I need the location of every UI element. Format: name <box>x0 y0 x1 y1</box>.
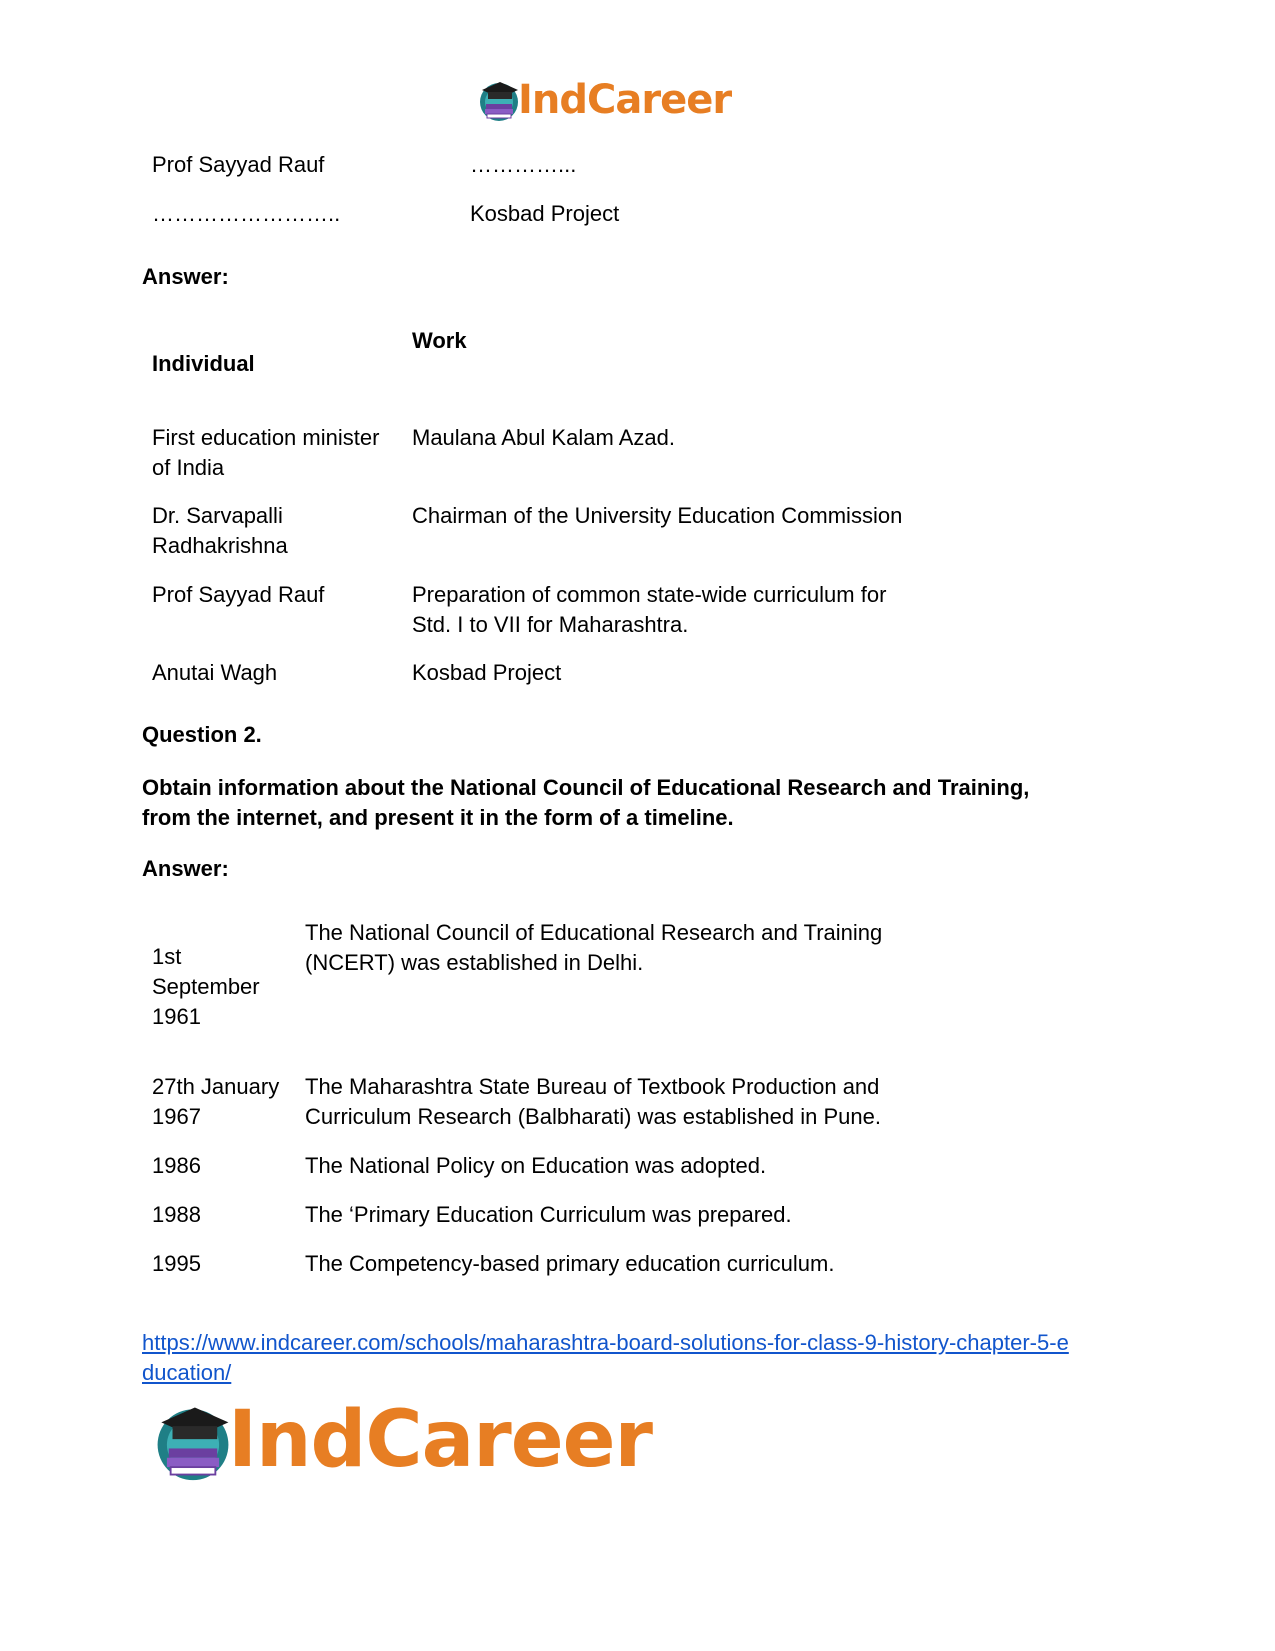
work-cell: Preparation of common state-wide curriculum for Std. I to VII for Maharashtra. <box>412 582 887 637</box>
individual-cell: Anutai Wagh <box>152 660 278 685</box>
continued-row-1-left: Prof Sayyad Rauf <box>152 152 325 177</box>
timeline-date: 1995 <box>152 1251 201 1276</box>
work-cell: Maulana Abul Kalam Azad. <box>412 425 675 450</box>
timeline-event: The ‘Primary Education Curriculum was prepared. <box>305 1202 792 1227</box>
continued-row-1-right: …………... <box>470 152 577 177</box>
timeline-date: 1988 <box>152 1202 201 1227</box>
answer-2-label: Answer: <box>142 856 229 881</box>
footer-logo <box>152 1396 672 1486</box>
individual-cell: Dr. Sarvapalli Radhakrishna <box>152 503 288 558</box>
answer-1-label: Answer: <box>142 264 229 289</box>
timeline-event: The Competency-based primary education curriculum. <box>305 1251 835 1276</box>
continued-row-2-left: …………………….. <box>152 201 341 226</box>
graduation-cap-books-icon <box>478 78 520 122</box>
header-logo-text: IndCareer <box>518 77 732 123</box>
timeline-date: 27th January 1967 <box>152 1074 280 1129</box>
header-logo <box>478 76 748 126</box>
continued-row-2-right: Kosbad Project <box>470 201 620 226</box>
source-link[interactable] <box>142 1328 1069 1388</box>
timeline-date: 1986 <box>152 1153 201 1178</box>
timeline-event: The National Policy on Education was adopted. <box>305 1153 767 1178</box>
individual-cell: First education minister of India <box>152 425 380 480</box>
work-cell: Chairman of the University Education Commission <box>412 503 903 528</box>
footer-logo-text: IndCareer <box>228 1395 652 1485</box>
graduation-cap-books-icon <box>152 1400 234 1482</box>
header-work: Work <box>412 328 467 353</box>
source-link-line-1[interactable]: https://www.indcareer.com/schools/maharashtra-board-solutions-for-class-9-history-chapter-5-e <box>142 1330 1069 1355</box>
timeline-event: The Maharashtra State Bureau of Textbook Production and Curriculum Research (Balbharati) was established in Pune. <box>305 1074 881 1129</box>
work-cell: Kosbad Project <box>412 660 562 685</box>
individual-cell: Prof Sayyad Rauf <box>152 582 325 607</box>
header-individual: Individual <box>152 351 255 376</box>
question-2-label: Question 2. <box>142 722 262 747</box>
source-link-line-2[interactable]: ducation/ <box>142 1360 232 1385</box>
timeline-date: 1st September 1961 <box>152 944 260 1029</box>
timeline-event: The National Council of Educational Research and Training (NCERT) was established in Delhi. <box>305 920 883 975</box>
question-2-text: Obtain information about the National Council of Educational Research and Training, from the internet, and present it in the form of a timeline. <box>142 775 1030 830</box>
